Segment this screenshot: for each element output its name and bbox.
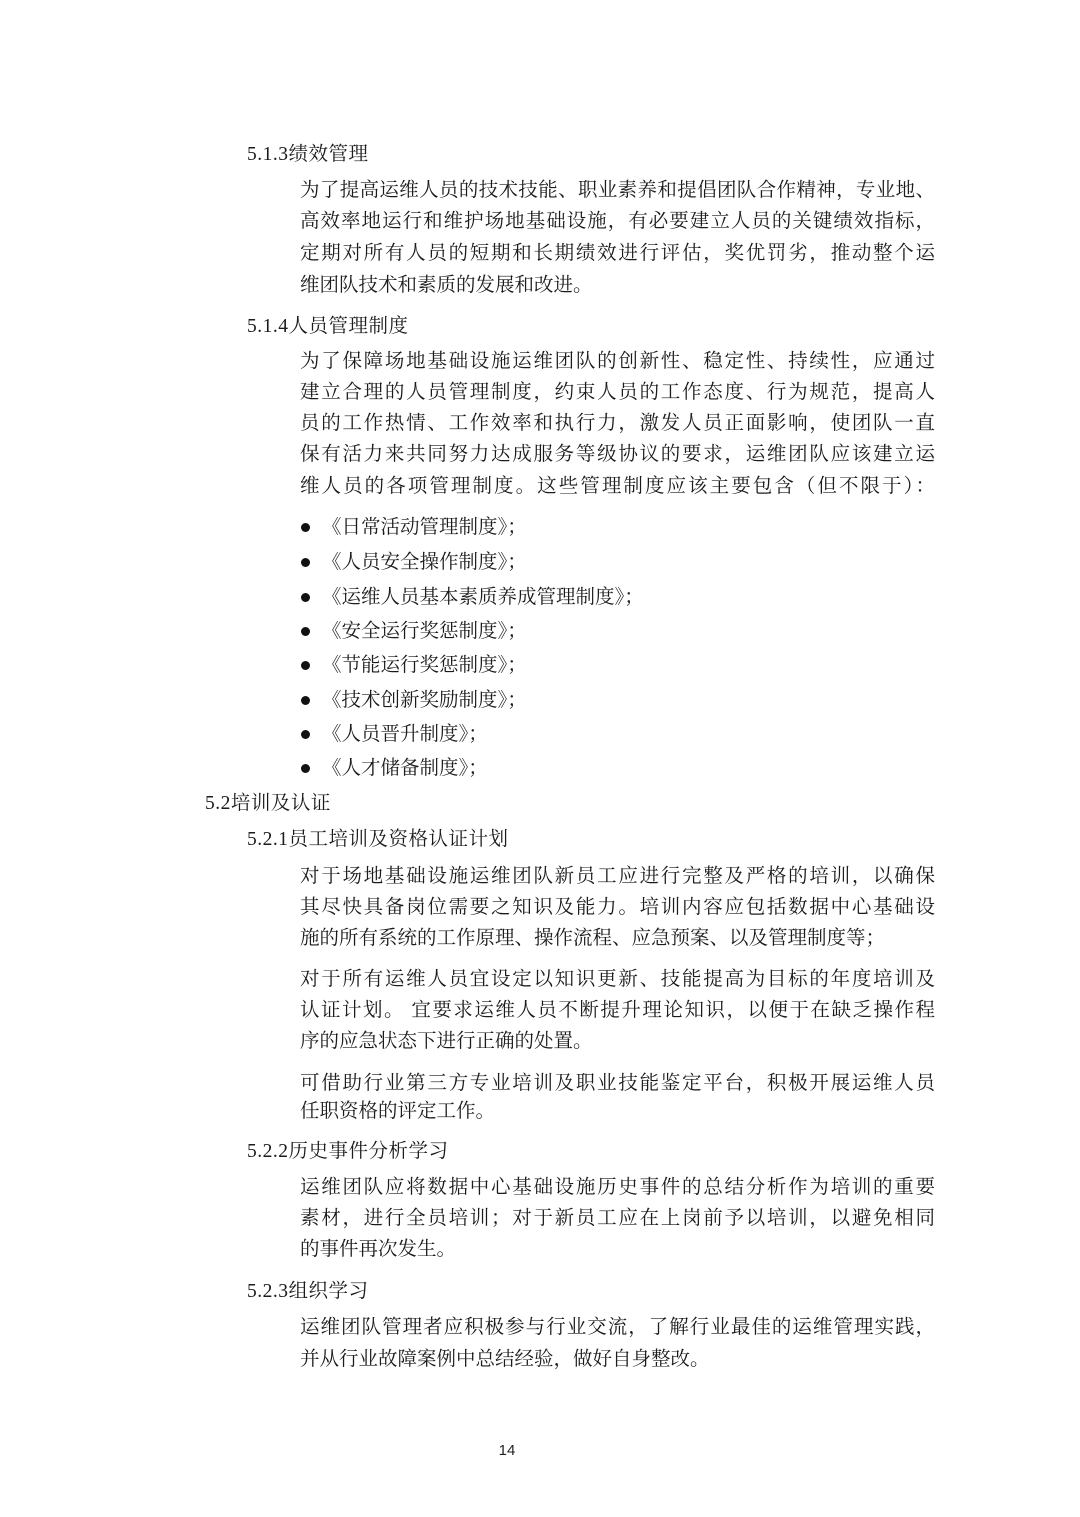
bullet-icon <box>301 523 310 532</box>
paragraph-line: 高效率地运行和维护场地基础设施，有必要建立人员的关键绩效指标， <box>300 211 935 232</box>
section-heading-5-2-1: 5.2.1员工培训及资格认证计划 <box>247 829 509 850</box>
paragraph-line: 维团队技术和素质的发展和改进。 <box>300 275 593 296</box>
bullet-icon <box>301 764 310 773</box>
bullet-text: 《人员安全操作制度》； <box>322 552 527 573</box>
bullet-item <box>300 586 940 610</box>
section-heading-5-2: 5.2培训及认证 <box>205 793 331 814</box>
bullet-icon <box>301 627 310 636</box>
bullet-icon <box>301 696 310 705</box>
paragraph-line: 对于场地基础设施运维团队新员工应进行完整及严格的培训，以确保 <box>300 866 935 887</box>
paragraph-line: 运维团队管理者应积极参与行业交流，了解行业最佳的运维管理实践， <box>300 1317 935 1338</box>
paragraph-line: 序的应急状态下进行正确的处置。 <box>300 1031 593 1052</box>
paragraph-line: 维人员的各项管理制度。这些管理制度应该主要包含（但不限于）： <box>300 476 935 497</box>
bullet-icon <box>301 593 310 602</box>
bullet-icon <box>301 558 310 567</box>
section-heading-5-1-3: 5.1.3绩效管理 <box>247 144 369 165</box>
paragraph-line: 认证计划。 宜要求运维人员不断提升理论知识，以便于在缺乏操作程 <box>300 1000 935 1021</box>
section-heading-5-2-3: 5.2.3组织学习 <box>247 1281 369 1302</box>
paragraph-line: 素材，进行全员培训；对于新员工应在上岗前予以培训，以避免相同 <box>300 1208 935 1229</box>
bullet-item <box>300 620 940 644</box>
bullet-text: 《人员晋升制度》； <box>322 724 488 745</box>
bullet-item <box>300 723 940 747</box>
bullet-text: 《安全运行奖惩制度》； <box>322 621 527 642</box>
bullet-icon <box>301 730 310 739</box>
paragraph-line: 施的所有系统的工作原理、操作流程、应急预案、以及管理制度等； <box>300 928 886 949</box>
bullet-text: 《运维人员基本素质养成管理制度》； <box>322 587 644 608</box>
bullet-item <box>300 516 940 540</box>
paragraph-line: 其尽快具备岗位需要之知识及能力。培训内容应包括数据中心基础设 <box>300 897 935 918</box>
page-number: 14 <box>498 1442 516 1459</box>
paragraph-line: 保有活力来共同努力达成服务等级协议的要求，运维团队应该建立运 <box>300 444 935 465</box>
paragraph-line: 员的工作热情、工作效率和执行力，激发人员正面影响，使团队一直 <box>300 413 935 434</box>
paragraph-line: 的事件再次发生。 <box>300 1239 457 1260</box>
paragraph-line: 任职资格的评定工作。 <box>300 1101 496 1122</box>
paragraph-line: 为了提高运维人员的技术技能、职业素养和提倡团队合作精神，专业地、 <box>300 180 935 201</box>
bullet-text: 《人才储备制度》； <box>322 758 488 779</box>
paragraph-line: 可借助行业第三方专业培训及职业技能鉴定平台，积极开展运维人员 <box>300 1073 935 1094</box>
bullet-text: 《日常活动管理制度》； <box>322 517 527 538</box>
bullet-item <box>300 551 940 575</box>
bullet-icon <box>301 661 310 670</box>
section-heading-5-1-4: 5.1.4人员管理制度 <box>247 316 409 337</box>
paragraph-line: 对于所有运维人员宜设定以知识更新、技能提高为目标的年度培训及 <box>300 969 935 990</box>
bullet-item <box>300 654 940 678</box>
bullet-item <box>300 757 940 781</box>
section-heading-5-2-2: 5.2.2历史事件分析学习 <box>247 1141 449 1162</box>
paragraph-line: 运维团队应将数据中心基础设施历史事件的总结分析作为培训的重要 <box>300 1177 935 1198</box>
bullet-item <box>300 689 940 713</box>
paragraph-line: 并从行业故障案例中总结经验，做好自身整改。 <box>300 1349 710 1370</box>
paragraph-line: 定期对所有人员的短期和长期绩效进行评估，奖优罚劣，推动整个运 <box>300 243 935 264</box>
bullet-text: 《技术创新奖励制度》； <box>322 690 527 711</box>
paragraph-line: 为了保障场地基础设施运维团队的创新性、稳定性、持续性，应通过 <box>300 351 935 372</box>
paragraph-line: 建立合理的人员管理制度，约束人员的工作态度、行为规范，提高人 <box>300 382 935 403</box>
bullet-text: 《节能运行奖惩制度》； <box>322 655 527 676</box>
